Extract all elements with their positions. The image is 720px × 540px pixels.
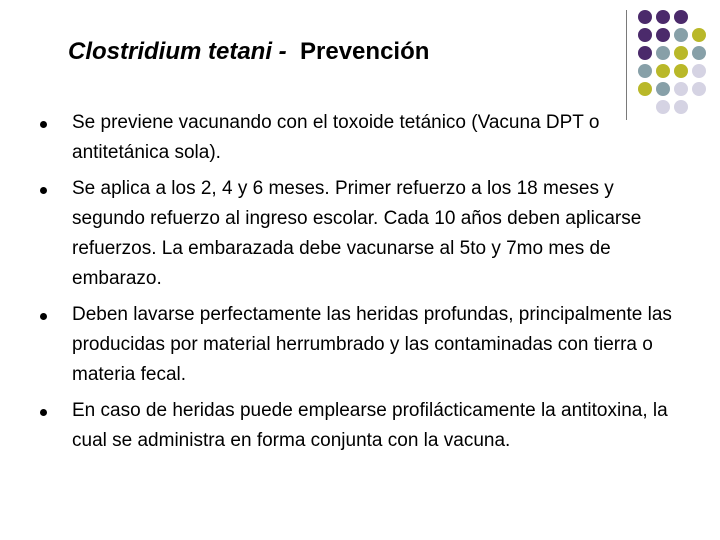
decorative-dot [656, 46, 670, 60]
decorative-dot [692, 28, 706, 42]
decorative-dot [692, 46, 706, 60]
decorative-dot [674, 10, 688, 24]
bullet-text: En caso de heridas puede emplearse profilácticamente la antitoxina, la cual se administra en forma conjunta con la vacuna. [72, 400, 668, 451]
decorative-dot [638, 82, 652, 96]
decorative-dot [656, 10, 670, 24]
bullet-text: Se previene vacunando con el toxoide tetánico (Vacuna DPT o antitetánica sola). [72, 112, 600, 163]
bullet-dot-icon [40, 409, 47, 416]
decorative-dot [638, 46, 652, 60]
decorative-dot-grid [636, 8, 708, 116]
slide-title [68, 36, 429, 68]
decorative-dot [656, 82, 670, 96]
decorative-dot [638, 64, 652, 78]
bullet-item [38, 108, 688, 168]
decorative-dot [674, 46, 688, 60]
decorative-dot [692, 64, 706, 78]
decorative-dot [674, 82, 688, 96]
decorative-dot [638, 10, 652, 24]
title-topic: Prevención [300, 38, 430, 65]
decorative-dot [674, 28, 688, 42]
bullet-item [38, 396, 688, 456]
decorative-dot [656, 28, 670, 42]
decorative-dot [656, 64, 670, 78]
decorative-dot [638, 28, 652, 42]
decorative-divider [626, 10, 627, 120]
decorative-dot [692, 100, 706, 114]
bullet-text: Se aplica a los 2, 4 y 6 meses. Primer refuerzo a los 18 meses y segundo refuerzo al ingreso escolar. Cada 10 años deben aplicarse refuerzos. La embarazada debe vacunarse al 5to y 7mo mes de embarazo. [72, 178, 642, 289]
bullet-list [38, 108, 688, 462]
decorative-dot [692, 82, 706, 96]
decorative-dot [674, 64, 688, 78]
title-organism: Clostridium tetani - [68, 38, 287, 65]
bullet-item [38, 174, 688, 294]
bullet-item [38, 300, 688, 390]
bullet-text: Deben lavarse perfectamente las heridas profundas, principalmente las producidas por material herrumbrado y las contaminadas con tierra o materia fecal. [72, 304, 672, 385]
bullet-dot-icon [40, 313, 47, 320]
decorative-dot [692, 10, 706, 24]
bullet-dot-icon [40, 187, 47, 194]
bullet-dot-icon [40, 121, 47, 128]
